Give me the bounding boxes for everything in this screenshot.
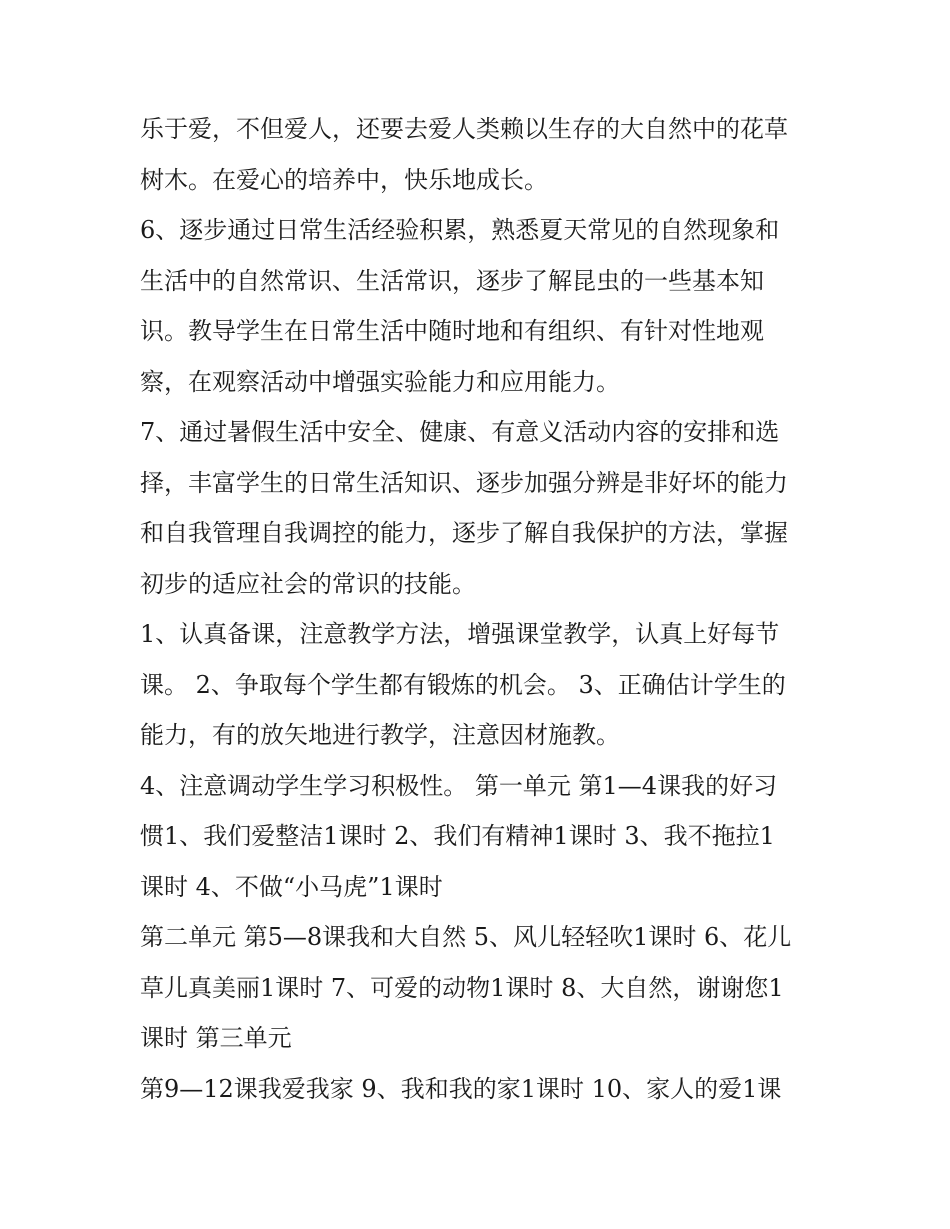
text-line: 识。教导学生在日常生活中随时地和有组织、有针对性地观 — [140, 317, 764, 345]
text-line: 惯1、我们爱整洁1课时 2、我们有精神1课时 3、我不拖拉1 — [140, 822, 775, 850]
paragraph-3 — [140, 407, 820, 609]
text-line: 1、认真备课，注意教学方法，增强课堂教学，认真上好每节 — [140, 620, 780, 648]
text-line: 初步的适应社会的常识的技能。 — [140, 569, 476, 598]
text-line: 7、通过暑假生活中安全、健康、有意义活动内容的安排和选 — [140, 418, 780, 446]
paragraph-4 — [140, 609, 820, 761]
text-line: 第9—12课我爱我家 9、我和我的家1课时 10、家人的爱1课 — [140, 1074, 782, 1103]
text-line: 择，丰富学生的日常生活知识、逐步加强分辨是非好坏的能力 — [140, 468, 788, 497]
text-line: 草儿真美丽1课时 7、可爱的动物1课时 8、大自然，谢谢您1 — [140, 973, 784, 1002]
text-line: 课时 第三单元 — [140, 1024, 292, 1052]
paragraph-1 — [140, 104, 820, 205]
text-line: 第二单元 第5—8课我和大自然 5、风儿轻轻吹1课时 6、花儿 — [140, 923, 792, 951]
document-body — [140, 104, 820, 1114]
paragraph-6 — [140, 912, 820, 1064]
text-line: 能力，有的放矢地进行教学，注意因材施教。 — [140, 721, 620, 749]
text-line: 4、注意调动学生学习积极性。 第一单元 第1—4课我的好习 — [140, 771, 778, 800]
paragraph-2 — [140, 205, 820, 407]
text-line: 课。 2、争取每个学生都有锻炼的机会。 3、正确估计学生的 — [140, 670, 786, 699]
text-line: 树木。在爱心的培养中，快乐地成长。 — [140, 165, 548, 194]
paragraph-7 — [140, 1064, 820, 1115]
text-line: 6、逐步通过日常生活经验积累，熟悉夏天常见的自然现象和 — [140, 216, 780, 244]
text-line: 和自我管理自我调控的能力，逐步了解自我保护的方法，掌握 — [140, 519, 788, 547]
text-line: 课时 4、不做“小马虎”1课时 — [140, 872, 443, 901]
text-line: 察，在观察活动中增强实验能力和应用能力。 — [140, 367, 620, 396]
text-line: 生活中的自然常识、生活常识，逐步了解昆虫的一些基本知 — [140, 266, 764, 295]
paragraph-5 — [140, 761, 820, 913]
text-line: 乐于爱，不但爱人，还要去爱人类赖以生存的大自然中的花草 — [140, 115, 788, 143]
